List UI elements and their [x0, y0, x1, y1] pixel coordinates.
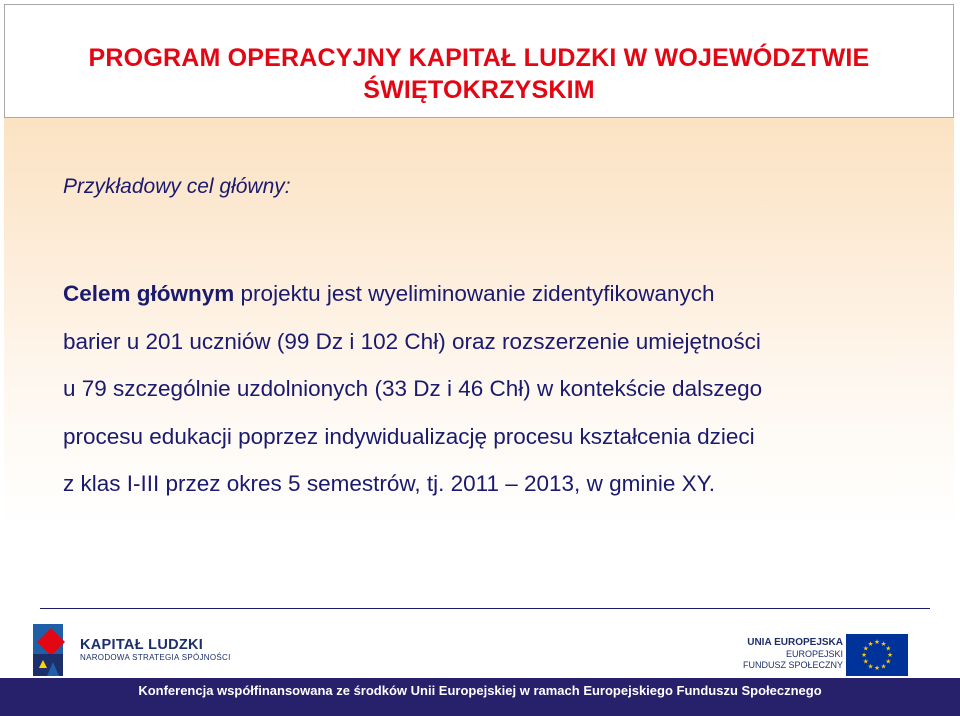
paragraph-line-4: procesu edukacji poprzez indywidualizację procesu kształcenia dzieci [63, 423, 755, 449]
eu-star-icon: ★ [867, 663, 874, 671]
eu-star-icon: ★ [862, 645, 869, 653]
eu-flag-icon [846, 634, 908, 681]
footer-text: Konferencja współfinansowana ze środków Unii Europejskiej w ramach Europejskiego Funduszu Społecznego [138, 683, 822, 698]
slide-header [4, 4, 954, 118]
slide-content [4, 118, 954, 598]
eu-star-icon: ★ [887, 652, 893, 660]
paragraph-line-2: barier u 201 uczniów (99 Dz i 102 Chł) oraz rozszerzenie umiejętności [63, 328, 761, 354]
paragraph-line-3: u 79 szczególnie uzdolnionych (33 Dz i 46 Chł) w kontekście dalszego [63, 376, 763, 401]
eu-star-icon: ★ [861, 652, 867, 660]
eu-line3: FUNDUSZ SPOŁECZNY [742, 660, 843, 670]
eu-star-icon: ★ [862, 658, 869, 666]
slide-subtitle: Przykładowy cel główny: [63, 175, 291, 198]
kapital-ludzki-text [80, 637, 231, 663]
header-title-line1: PROGRAM OPERACYJNY KAPITAŁ LUDZKI W WOJEWÓDZTWIE [88, 44, 870, 72]
eu-line1: UNIA EUROPEJSKA [747, 637, 843, 648]
eu-star-icon: ★ [880, 663, 887, 671]
eu-star-icon: ★ [885, 645, 892, 653]
main-paragraph [63, 270, 943, 508]
kapital-ludzki-tagline: NARODOWA STRATEGIA SPÓJNOŚCI [80, 653, 231, 662]
header-title-line2: ŚWIĘTOKRZYSKIM [363, 76, 595, 104]
kapital-ludzki-logo-icon [33, 622, 75, 683]
footer-divider [40, 608, 930, 609]
eu-star-icon: ★ [880, 640, 887, 648]
paragraph-bold-lead: Celem głównym [63, 281, 235, 306]
paragraph-line-5: z klas I-III przez okres 5 semestrów, tj. 2011 – 2013, w gminie XY. [63, 471, 715, 496]
kapital-ludzki-name: KAPITAŁ LUDZKI [80, 637, 204, 653]
eu-star-icon: ★ [867, 640, 874, 648]
paragraph-line-1-rest: projektu jest wyeliminowanie zidentyfikowanych [234, 281, 715, 306]
eu-star-icon: ★ [885, 658, 892, 666]
eu-text [743, 637, 843, 671]
eu-line2: EUROPEJSKI [785, 649, 843, 659]
footer-bar [0, 678, 960, 716]
paragraph-line-1 [63, 270, 943, 318]
eu-star-icon: ★ [874, 665, 880, 673]
eu-star-icon: ★ [874, 639, 880, 647]
